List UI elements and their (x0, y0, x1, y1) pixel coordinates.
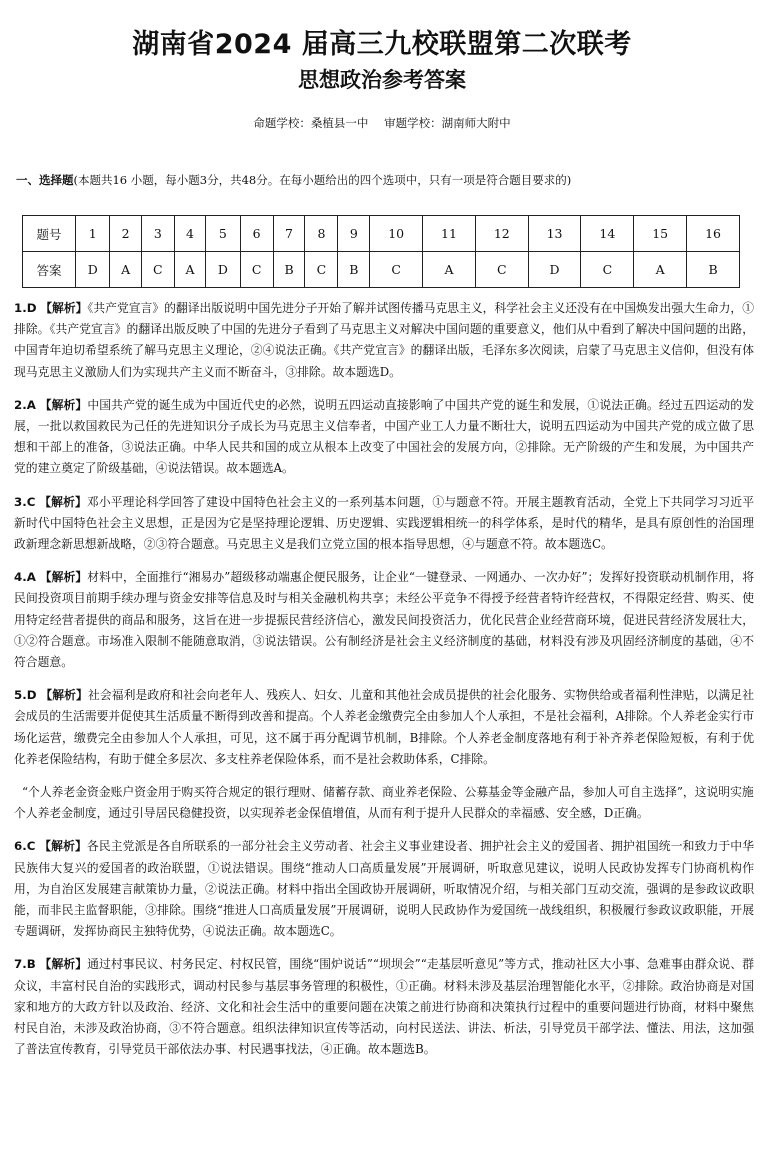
question-number: 6 (240, 216, 273, 252)
answer-cell: A (174, 252, 205, 288)
answer-cell: A (110, 252, 141, 288)
answer-cell: B (687, 252, 740, 288)
explanation-item (14, 492, 754, 556)
analysis-tag: 【解析】 (39, 494, 87, 509)
explanation-continuation (14, 782, 754, 824)
question-number: 10 (370, 216, 423, 252)
question-number: 16 (687, 216, 740, 252)
item-text: 中国共产党的诞生成为中国近代史的必然，说明五四运动直接影响了中国共产党的诞生和发展，①说法正确。经过五四运动的发展，一批以救国救民为己任的先进知识分子成长为马克思主义信奉者，中国产业工人力量不断壮大，说明五四运动为中国共产党的成立做了思想和干部上的准备，③说法正确。中华人民共和国的成立从根本上改变了中国社会的发展方向，②排除。无产阶级的产生和发展，为中国共产党的建立奠定了阶级基础，④说法错误。故本题选A。 (14, 397, 755, 476)
explanation-item (14, 836, 754, 942)
item-text: 通过村事民议、村务民定、村权民管，围绕“围炉说话”“坝坝会”“走基层听意见”等方式，推动社区大小事、急难事由群众说、群众议，丰富村民自治的实践形式，调动村民参与基层事务管理的积极性，①正确。材料未涉及基层治理智能化水平，②排除。政治协商是对国家和地方的大政方针以及政治、经济、文化和社会生活中的重要问题在决策之前进行协商和决策执行过程中的重要问题进行协商，材料中聚焦村民自治，未涉及政治协商，③不符合题意。组织法律知识宣传等活动，向村民送法、讲法、析法，引导党员干部学法、懂法、用法，这加强了普法宣传教育，引导党员干部依法办事、村民遇事找法，④正确。故本题选B。 (14, 957, 754, 1057)
question-number: 12 (475, 216, 528, 252)
item-text: 邓小平理论科学回答了建设中国特色社会主义的一系列基本问题，①与题意不符。开展主题教育活动，全党上下共同学习习近平新时代中国特色社会主义思想，正是因为它是坚持理论逻辑、历史逻辑、实践逻辑相统一的科学体系，是时代的精华，是具有原创性的治国理政新理念新思想新战略，②③符合题意。马克思主义是我们立党立国的根本指导思想，④与题意不符。故本题选C。 (14, 494, 754, 552)
answer-cell: C (141, 252, 174, 288)
question-number: 5 (206, 216, 240, 252)
item-text: 各民主党派是各自所联系的一部分社会主义劳动者、社会主义事业建设者、拥护社会主义的爱国者、拥护祖国统一和致力于中华民族伟大复兴的爱国者的政治联盟，①说法错误。围绕“推动人口高质量发展”开展调研，听取意见建议，说明人民政协发挥专门协商机构作用，为自治区发展建言献策协力量，②说法正确。材料中指出全国政协开展调研，听取情况介绍，与相关部门互动交流，强调的是参政议政职能，而非民主监督职能，③排除。围绕“推进人口高质量发展”开展调研，说明人民政协作为爱国统一战线组织，积极履行参政议政职能，开展专题调研，发挥协商民主独特优势，④说法正确。故本题选C。 (14, 839, 754, 939)
item-number: 3.C (14, 494, 36, 509)
page-title: 湖南省2024 届高三九校联盟第二次联考 (132, 29, 632, 60)
analysis-tag: 【解析】 (39, 570, 88, 585)
item-text: 材料中，全面推行“湘易办”超级移动端惠企便民服务，让企业“一键登录、一网通办、一次办好”；发挥好投资联动机制作用，将民间投资项目前期手续办理与资金安排等信息及时与相关金融机构共享；未经公平竞争不得授予经营者特许经营权，不得限定经营、购买、使用特定经营者提供的商品和服务，这旨在进一步提振民营经济信心，激发民间投资活力，优化民营企业经营商环境，促进民营经济发展壮大，①②符合题意。市场准入限制不能随意取消，③说法错误。公有制经济是社会主义经济制度的基础，材料没有涉及巩固经济制度的基础，④不符合题意。 (14, 570, 754, 670)
question-number: 9 (338, 216, 370, 252)
answer-cell: C (475, 252, 528, 288)
question-number: 4 (174, 216, 205, 252)
answer-cell: B (338, 252, 370, 288)
item-number: 2.A (14, 397, 36, 412)
explanations (14, 298, 754, 1073)
item-number: 1.D (14, 301, 37, 315)
author-school: 命题学校：桑植县一中 (253, 116, 369, 130)
item-text: “个人养老金资金账户资金用于购买符合规定的银行理财、储蓄存款、商业养老保险、公募基金等金融产品，参加人可自主选择”，这说明实施个人养老金制度，通过引导居民稳健投资，以实现养老金保值增值，从而有利于提升人民群众的幸福感、安全感，D正确。 (14, 785, 754, 821)
item-number: 4.A (14, 570, 36, 585)
section-title: 一、选择题 (16, 173, 74, 187)
question-number: 14 (581, 216, 634, 252)
answer-cell: C (581, 252, 634, 288)
explanation-item (14, 567, 754, 673)
row-label-answer: 答案 (23, 252, 76, 288)
analysis-tag: 【解析】 (40, 301, 88, 315)
answer-table (22, 215, 740, 288)
answer-cell: C (370, 252, 423, 288)
analysis-tag: 【解析】 (40, 688, 88, 703)
row-label-number: 题号 (23, 216, 76, 252)
answer-cell: A (423, 252, 476, 288)
question-number: 15 (634, 216, 687, 252)
question-number: 3 (141, 216, 174, 252)
explanation-item (14, 395, 754, 480)
section-heading (16, 172, 756, 188)
answer-cell: A (634, 252, 687, 288)
explanation-item (14, 685, 754, 770)
answer-cell: B (273, 252, 305, 288)
item-text: 《共产党宣言》的翻译出版说明中国先进分子开始了解并试图传播马克思主义，科学社会主义还没有在中国焕发出强大生命力，①排除。《共产党宣言》的翻译出版反映了中国的先进分子看到了马克思主义对解决中国问题的重要意义，他们从中看到了解决中国问题的出路，中国青年迫切希望系统了解马克思主义理论，②④说法正确。《共产党宣言》的翻译出版，毛泽东多次阅读，启蒙了马克思主义信仰，但没有体现马克思主义激励人们为实现共产主义而不断奋斗，③排除。故本题选D。 (14, 301, 755, 379)
explanation-item (14, 954, 754, 1060)
section-note: (本题共16 小题，每小题3分，共48分。在每小题给出的四个选项中，只有一项是符合题目要求的) (73, 173, 572, 187)
question-number: 11 (423, 216, 476, 252)
answer-cell: D (528, 252, 581, 288)
question-number: 1 (76, 216, 110, 252)
analysis-tag: 【解析】 (39, 839, 87, 854)
item-number: 7.B (14, 957, 36, 972)
question-number: 7 (273, 216, 305, 252)
question-number-row (23, 216, 740, 252)
question-number: 8 (305, 216, 338, 252)
answer-cell: C (240, 252, 273, 288)
explanation-item (14, 298, 754, 383)
answer-row (23, 252, 740, 288)
analysis-tag: 【解析】 (39, 397, 88, 412)
question-number: 13 (528, 216, 581, 252)
analysis-tag: 【解析】 (39, 957, 88, 972)
item-number: 6.C (14, 839, 36, 854)
item-number: 5.D (14, 688, 37, 703)
schools-line (0, 115, 764, 131)
answer-cell: D (206, 252, 240, 288)
page-subtitle: 思想政治参考答案 (298, 68, 466, 92)
item-text: 社会福利是政府和社会向老年人、残疾人、妇女、儿童和其他社会成员提供的社会化服务、实物供给或者福利性津贴，以满足社会成员的生活需要并促使其生活质量不断得到改善和提高。个人养老金缴费完全由参加人个人承担，不是社会福利，A排除。个人养老金实行市场化运营，缴费完全由参加人个人承担，可见，这不属于再分配调节机制，B排除。个人养老金制度落地有利于补齐养老保险短板，有利于优化养老保险结构，有助于健全多层次、多支柱养老保险体系，而不是社会救助体系，C排除。 (14, 688, 754, 766)
review-school: 审题学校：湖南师大附中 (384, 116, 511, 130)
question-number: 2 (110, 216, 141, 252)
answer-cell: C (305, 252, 338, 288)
answer-cell: D (76, 252, 110, 288)
